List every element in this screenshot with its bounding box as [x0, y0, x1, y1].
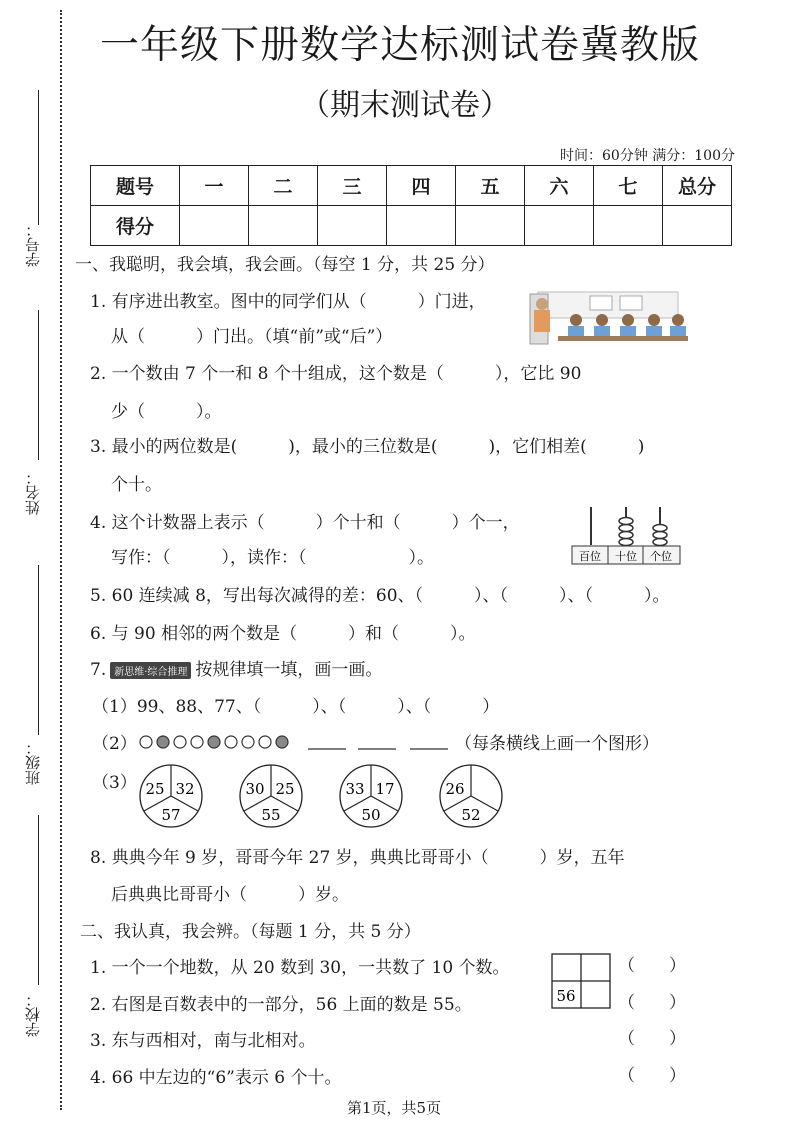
question-7-number: 7. — [90, 660, 107, 680]
question-7-part-1: （1）99、88、77、（ ）、（ ）、（ ） — [92, 697, 500, 717]
answer-parentheses[interactable]: （ ） — [618, 956, 686, 976]
student-id-line — [38, 90, 39, 225]
question-2-line-2: 少（ ）。 — [111, 402, 222, 422]
question-8-line-1: 8. 典典今年 9 岁，哥哥今年 27 岁，典典比哥哥小（ ）岁，五年 — [90, 848, 625, 868]
question-7-part-2-note: （每条横线上画一个图形） — [455, 734, 659, 754]
score-header-cell: 三 — [318, 166, 387, 206]
score-table — [90, 165, 732, 246]
number-wheel — [438, 763, 504, 829]
wheel-number: 33 — [345, 780, 365, 798]
score-header-cell: 五 — [456, 166, 525, 206]
question-7-badge: 新思维·综合推理 — [110, 662, 191, 679]
student-name-line — [38, 310, 39, 460]
number-wheel — [138, 763, 204, 829]
abacus-label-ones: 个位 — [650, 550, 672, 563]
score-header-cell: 六 — [525, 166, 594, 206]
school-line — [38, 815, 39, 985]
true-false-item: 3. 东与西相对，南与北相对。 — [90, 1031, 316, 1051]
answer-parentheses[interactable]: （ ） — [618, 1066, 686, 1086]
classroom-illustration — [528, 290, 688, 352]
question-1-line-2: 从（ ）门出。（填“前”或“后”） — [111, 327, 393, 347]
score-input-cell[interactable] — [180, 206, 249, 246]
question-4-line-2: 写作：（ ），读作：（ ）。 — [111, 548, 434, 568]
score-input-cell[interactable] — [318, 206, 387, 246]
empty-circle — [140, 736, 152, 748]
score-table-score-row — [91, 206, 732, 246]
abacus-label-hundreds: 百位 — [579, 550, 601, 563]
wheel-number: 26 — [445, 780, 465, 798]
question-1-line-1: 1. 有序进出教室。图中的同学们从（ ）门进， — [90, 292, 486, 312]
score-input-cell[interactable] — [663, 206, 732, 246]
question-6: 6. 与 90 相邻的两个数是（ ）和（ ）。 — [90, 624, 476, 644]
score-header-cell: 一 — [180, 166, 249, 206]
number-wheel — [338, 763, 404, 829]
score-row-label: 得分 — [91, 206, 180, 246]
true-false-item: 2. 右图是百数表中的一部分，56 上面的数是 55。 — [90, 995, 472, 1015]
school-label: 学校： — [24, 992, 42, 1037]
page-title: 一年级下册数学达标测试卷冀教版 — [100, 23, 701, 68]
class-label: 班级： — [24, 740, 42, 785]
score-header-cell: 七 — [594, 166, 663, 206]
question-8-line-2: 后典典比哥哥小（ ）岁。 — [111, 885, 349, 905]
section-1-heading: 一、我聪明，我会填，我会画。（每空 1 分，共 25 分） — [75, 255, 495, 275]
hundred-chart-value: 56 — [556, 987, 576, 1005]
score-input-cell[interactable] — [594, 206, 663, 246]
question-5: 5. 60 连续减 8，写出每次减得的差：60、（ ）、（ ）、（ ）。 — [90, 586, 670, 606]
abacus-label-tens: 十位 — [615, 550, 637, 563]
score-input-cell[interactable] — [456, 206, 525, 246]
score-header-cell: 题号 — [91, 166, 180, 206]
empty-circle — [174, 736, 186, 748]
class-line — [38, 565, 39, 735]
binding-dotted-line — [60, 10, 62, 1110]
exam-meta: 时间：60分钟 满分：100分 — [560, 148, 735, 164]
filled-circle — [276, 736, 288, 748]
question-7-line — [90, 655, 382, 680]
wheel-number: 25 — [275, 780, 295, 798]
filled-circle — [157, 736, 169, 748]
wheel-number: 17 — [375, 780, 395, 798]
score-header-cell: 总分 — [663, 166, 732, 206]
filled-circle — [208, 736, 220, 748]
score-input-cell[interactable] — [387, 206, 456, 246]
true-false-item: 4. 66 中左边的“6”表示 6 个十。 — [90, 1068, 342, 1088]
question-2-line-1: 2. 一个数由 7 个一和 8 个十组成，这个数是（ ），它比 90 — [90, 364, 582, 384]
empty-circle — [225, 736, 237, 748]
wheel-number: 30 — [245, 780, 265, 798]
wheel-number: 25 — [145, 780, 165, 798]
answer-parentheses[interactable]: （ ） — [618, 1029, 686, 1049]
question-7-part-3-label: （3） — [92, 773, 137, 793]
score-table-header-row — [91, 166, 732, 206]
wheel-number: 57 — [161, 806, 181, 824]
wheel-number: 52 — [461, 806, 481, 824]
question-7-text: 按规律填一填，画一画。 — [195, 660, 383, 680]
circle-pattern — [138, 732, 458, 752]
answer-parentheses[interactable]: （ ） — [618, 993, 686, 1013]
student-id-label: 学号： — [24, 222, 42, 267]
section-2-heading: 二、我认真，我会辨。（每题 1 分，共 5 分） — [80, 922, 421, 942]
true-false-item: 1. 一个一个地数，从 20 数到 30，一共数了 10 个数。 — [90, 958, 510, 978]
wheel-number: 50 — [361, 806, 381, 824]
number-wheel — [238, 763, 304, 829]
wheel-number: 32 — [175, 780, 195, 798]
empty-circle — [242, 736, 254, 748]
empty-circle — [259, 736, 271, 748]
question-4-line-1: 4. 这个计数器上表示（ ）个十和（ ）个一， — [90, 513, 520, 533]
score-input-cell[interactable] — [525, 206, 594, 246]
student-name-label: 姓名： — [24, 470, 42, 515]
question-3-line-2: 个十。 — [111, 475, 162, 495]
empty-circle — [191, 736, 203, 748]
question-7-part-2-label: （2） — [92, 734, 137, 754]
score-input-cell[interactable] — [249, 206, 318, 246]
score-header-cell: 四 — [387, 166, 456, 206]
hundred-chart-fragment — [551, 953, 611, 1009]
abacus-diagram — [571, 505, 681, 565]
page-footer: 第1页，共5页 — [347, 1099, 442, 1117]
wheel-number: 55 — [261, 806, 281, 824]
page-subtitle: （期末测试卷） — [300, 88, 510, 123]
score-header-cell: 二 — [249, 166, 318, 206]
question-3-line-1: 3. 最小的两位数是( )，最小的三位数是( )，它们相差( ) — [90, 437, 645, 457]
